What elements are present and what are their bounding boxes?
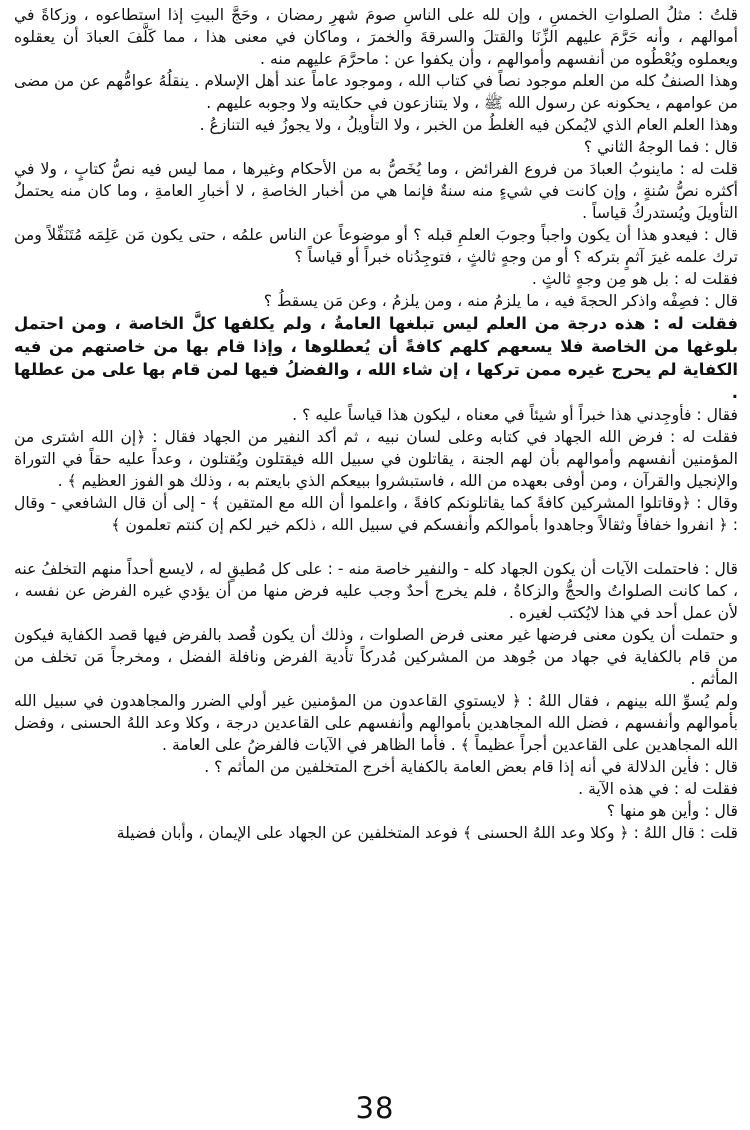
paragraph-not-equal-verse: ولم يُسوِّ الله بينهم ، فقال اللهُ : ﴿ لايستوي القاعدون من المؤمنين غير أولي الضرر والمجاهدون في سبيل الله بأموالهم وأنفسهم ، فضل الله المجاهدين بأموالهم وأنفسهم على القاعدين درجة ، وكلا وعد اللهُ الحسنى ، وفضل الله المجاهدين على القاعدين أجراً عظيماً ﴾ . فأما الظاهر في الآيات فالفرضُ على العامة .: [9, 692, 738, 754]
question-proof: قال : فصِفْه واذكر الحجةَ فيه ، ما يلزمُ منه ، ومن يلزمُ ، وعن مَن يسقطُ ؟: [263, 292, 738, 310]
answer-third-aspect: فقلت له : بل هو مِن وجهٍ ثالثٍ .: [531, 270, 738, 288]
paragraph-individual-duty: قال : فاحتملت الآيات أن يكون الجهاد كله - والنفير خاصة منه - : على كل مُطيقٍ له ، لايسع أحداً منهم التخلفُ عنه ، كما كانت الصلواتُ والحجُّ والزكاةُ ، فلم يخرج أحدٌ وجب عليه فرض منها من أن يؤدي غيره الفرض عن نفسه ، لأن عمل أحد في هذا لايُكتب لغيره .: [9, 560, 738, 622]
paragraph-collective-duty: فقلت له : هذه درجة من العلم ليس تبلغها العامةُ ، ولم يكلفها كلَّ الخاصة ، ومن احتمل بلوغها من الخاصة فلا يسعهم كلهم كافةً أن يُعطلوها ، وإذا قام بها من خاصتهم من فيه الكفاية لم يحرج غيره ممن تركها ، إن شاء الله ، والفضلُ فيها لمن قام بها على من عطلها .: [8, 314, 738, 402]
paragraph-promise-good: قلت : قال اللهُ : ﴿ وكلا وعد اللهُ الحسنى ﴾ فوعد المتخلفين عن الجهاد على الإيمان ، وأبان فضيلة: [116, 824, 738, 842]
question-where: قال : وأين هو منها ؟: [606, 802, 738, 820]
spacer: [14, 536, 738, 558]
answer-this-verse: فقلت له : في هذه الآية .: [578, 780, 738, 798]
paragraph-fight-verses: وقال : ﴿وقاتلوا المشركين كافةً كما يقاتلونكم كافةً ، واعلموا أن الله مع المتقين ﴾ - إلى أن قال الشافعي - وقال : ﴿ انفروا خفافاً وثقالاً وجاهدوا بأموالكم وأنفسكم في سبيل الله ، ذلكم خير لكم إن كنتم تعلمون ﴾: [9, 494, 738, 534]
document-page: [8, 4, 738, 844]
paragraph-general-knowledge: وهذا الصنفُ كله من العلم موجود نصاً في كتاب الله ، وموجود عاماً عند أهل الإسلام . ينقلُهُ عوامُّهم عن من مضى من عوامهم ، يحكونه عن رسول الله ﷺ ، ولا يتنازعون في حكايته ولا وجوبه عليهم .: [9, 72, 738, 112]
page-number: 38: [355, 1091, 395, 1125]
paragraph-no-dispute: وهذا العلم العام الذي لايُمكن فيه الغلطُ من الخبر ، ولا التأويلُ ، ولا يجوزُ فيه التنازعُ .: [199, 116, 738, 134]
question-analogy: فقال : فأوجِدني هذا خبراً أو شيئاً في معناه ، ليكون هذا قياساً عليه ؟ .: [292, 406, 738, 424]
question-obligation: قال : فيعدو هذا أن يكون واجباً وجوبَ العلمِ قبله ؟ أو موضوعاً عن الناس علمُه ، حتى يكون مَن عَلِمَه مُتَنَفِّلاً ومن ترك علمه غيرَ آثمٍ بتركه ؟ أو من وجهٍ ثالثٍ ، فتوجِدُناه خبراً أو قياساً ؟: [9, 226, 738, 266]
question-second-aspect: قال : فما الوجهُ الثاني ؟: [583, 138, 738, 156]
paragraph-branch-duties: قلت له : ماينوبُ العبادَ من فروع الفرائض ، وما يُخَصُّ به من الأحكام وغيرها ، مما ليس فيه نصُّ كتابٍ ، ولا في أكثره نصُّ سُنةٍ ، وإن كانت في شيءٍ منه سنةٌ فإنما هي من أخبار الخاصةِ ، لا أخبارِ العامةِ ، وما كان منه يحتملُ التأويلَ ويُستدركُ قياساً .: [9, 160, 738, 222]
paragraph-obligations: قلتُ : مثلُ الصلواتِ الخمسِ ، وإن لله على الناسِ صومَ شهرِ رمضان ، وحَجَّ البيتِ إذا استطاعوه ، وزكاةً في أموالهم ، وأنه حَرَّمَ عليهم الزِّنَا والقتلَ والسرقةَ والخمرَ ، وماكان في معنى هذا ، مما كَلَّفَ العبادَ أن يعقلوه ويعملوه ويُعْطُوه من أنفسهم وأموالهم ، وأن يكفوا عن : ماحرَّمَ عليهم منه .: [9, 6, 738, 68]
paragraph-jihad-verse: فقلت له : فرض الله الجهاد في كتابه وعلى لسان نبيه ، ثم أكد النفير من الجهاد فقال : ﴿إن الله اشترى من المؤمنين أنفسهم وأموالهم بأن لهم الجنة ، يقاتلون في سبيل الله فيقتلون ويُقتلون ، وعداً عليه حقاً في التوراة والإنجيل والقرآن ، ومن أوفى بعهده من الله ، فاستبشروا ببيعكم الذي بايعتم به ، وذلك هو الفوز العظيم ﴾ .: [9, 428, 738, 490]
paragraph-sufficiency: و حتملت أن يكون معنى فرضها غير معنى فرض الصلوات ، وذلك أن يكون قُصد بالفرض فيها قصد الكفاية فيكون من قام بالكفاية في جهاد من جُوهد من المشركين مُدركاً تأدية الفرض ونافلة الفضل ، ومخرجاً مَن تخلف من المأثم .: [9, 626, 738, 688]
question-evidence: قال : فأين الدلالة في أنه إذا قام بعض العامة بالكفاية أخرج المتخلفين من المأثم ؟ .: [204, 758, 738, 776]
